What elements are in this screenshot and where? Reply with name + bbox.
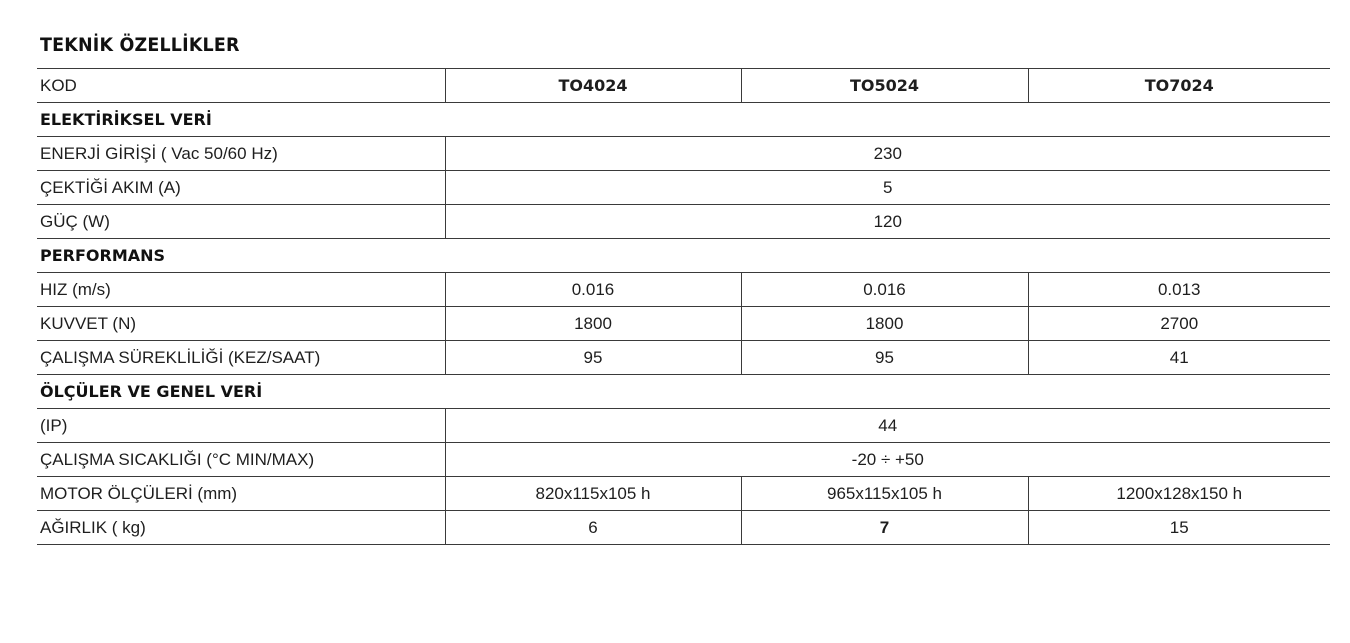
model-header: TO5024 <box>741 69 1028 103</box>
row-label: ENERJİ GİRİŞİ ( Vac 50/60 Hz) <box>37 137 445 171</box>
row-value: 6 <box>445 511 741 545</box>
row-value: 5 <box>445 171 1330 205</box>
row-label: ÇEKTİĞİ AKIM (A) <box>37 171 445 205</box>
code-label: KOD <box>37 69 445 103</box>
row-value: 1800 <box>445 307 741 341</box>
section-header-electrical <box>37 103 1330 137</box>
section-title: PERFORMANS <box>37 239 1330 273</box>
table-row <box>37 307 1330 341</box>
table-row <box>37 341 1330 375</box>
row-label: GÜÇ (W) <box>37 205 445 239</box>
table-row <box>37 443 1330 477</box>
row-label: ÇALIŞMA SÜREKLİLİĞİ (KEZ/SAAT) <box>37 341 445 375</box>
table-header-row <box>37 69 1330 103</box>
row-value: 95 <box>741 341 1028 375</box>
row-value: 15 <box>1028 511 1330 545</box>
table-row <box>37 137 1330 171</box>
row-value: 0.016 <box>741 273 1028 307</box>
page-title: TEKNİK ÖZELLİKLER <box>40 34 240 56</box>
table-row <box>37 511 1330 545</box>
row-value: 230 <box>445 137 1330 171</box>
row-value: -20 ÷ +50 <box>445 443 1330 477</box>
table-row <box>37 205 1330 239</box>
section-title: ÖLÇÜLER VE GENEL VERİ <box>37 375 1330 409</box>
row-value: 1800 <box>741 307 1028 341</box>
section-header-performance <box>37 239 1330 273</box>
row-value: 44 <box>445 409 1330 443</box>
row-value: 2700 <box>1028 307 1330 341</box>
row-value: 965x115x105 h <box>741 477 1028 511</box>
spec-table <box>37 68 1330 545</box>
row-label: AĞIRLIK ( kg) <box>37 511 445 545</box>
table-row <box>37 171 1330 205</box>
section-title: ELEKTİRİKSEL VERİ <box>37 103 1330 137</box>
model-header: TO4024 <box>445 69 741 103</box>
table-row <box>37 477 1330 511</box>
row-value: 820x115x105 h <box>445 477 741 511</box>
model-header: TO7024 <box>1028 69 1330 103</box>
row-value: 0.013 <box>1028 273 1330 307</box>
row-value: 7 <box>741 511 1028 545</box>
row-label: ÇALIŞMA SICAKLIĞI (°C MIN/MAX) <box>37 443 445 477</box>
table-row <box>37 273 1330 307</box>
row-label: (IP) <box>37 409 445 443</box>
row-value: 0.016 <box>445 273 741 307</box>
row-value: 41 <box>1028 341 1330 375</box>
row-label: KUVVET (N) <box>37 307 445 341</box>
row-value: 1200x128x150 h <box>1028 477 1330 511</box>
table-row <box>37 409 1330 443</box>
section-header-general <box>37 375 1330 409</box>
row-label: MOTOR ÖLÇÜLERİ (mm) <box>37 477 445 511</box>
row-label: HIZ (m/s) <box>37 273 445 307</box>
row-value: 120 <box>445 205 1330 239</box>
row-value: 95 <box>445 341 741 375</box>
